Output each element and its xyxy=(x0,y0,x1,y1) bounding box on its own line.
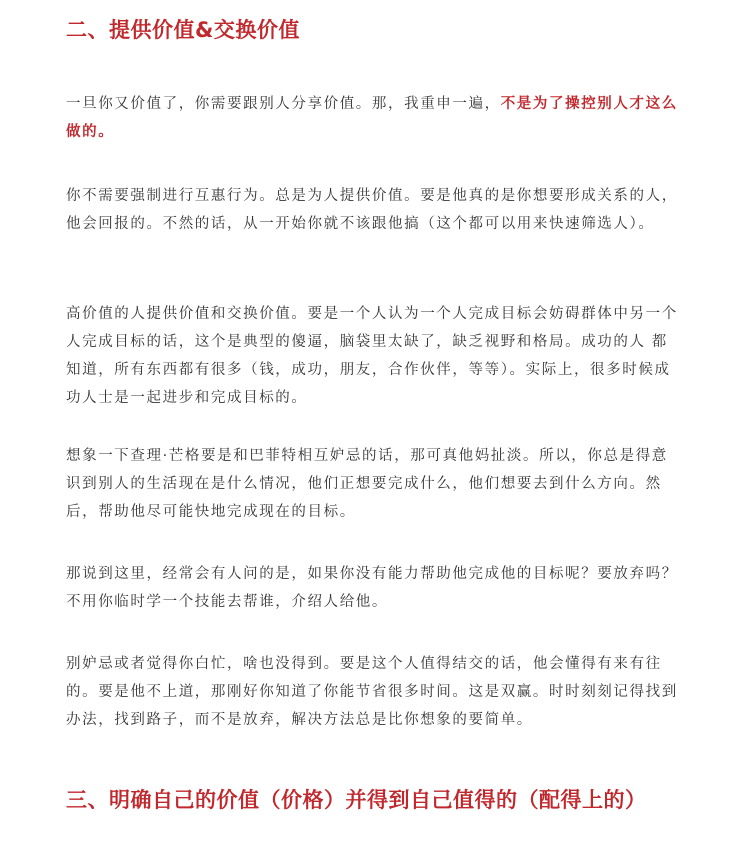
paragraph-6: 别妒忌或者觉得你白忙，啥也没得到。要是这个人值得结交的话，他会懂得有来有往的。要是他不上道，那刚好你知道了你能节省很多时间。这是双赢。时时刻刻记得找到办法，找到路子，而不是放弃，解决方法总是比你想象的要简单。 xyxy=(66,656,678,728)
paragraph-4: 想象一下查理·芒格要是和巴菲特相互妒忌的话，那可真他妈扯淡。所以，你总是得意识到别人的生活现在是什么情况，他们正想要完成什么，他们想要去到什么方向。然后，帮助他尽可能快地完成现在的目标。 xyxy=(66,448,668,520)
section-heading-2: 二、提供价值&交换价值 xyxy=(66,18,300,42)
section-heading-3: 三、明确自己的价值（价格）并得到自己值得的（配得上的） xyxy=(66,788,647,812)
paragraph-3: 高价值的人提供价值和交换价值。要是一个人认为一个人完成目标会妨碍群体中另一个人完成目标的话，这个是典型的傻逼，脑袋里太缺了，缺乏视野和格局。成功的人 都知道，所有东西都有很多（钱，成功，朋友，合作伙伴，等等）。实际上，很多时候成功人士是一起进步和完成目标的。 xyxy=(66,306,678,406)
paragraph-1-highlight: 不是为了操控别人才这么做的。 xyxy=(66,96,678,140)
paragraph-1-text: 一旦你又价值了，你需要跟别人分享价值。那，我重申一遍， xyxy=(66,96,501,112)
paragraph-5: 那说到这里，经常会有人问的是，如果你没有能力帮助他完成他的目标呢？要放弃吗？不用你临时学一个技能去帮谁，介绍人给他。 xyxy=(66,566,678,610)
paragraph-2: 你不需要强制进行互惠行为。总是为人提供价值。要是他真的是你想要形成关系的人，他会回报的。不然的话，从一开始你就不该跟他搞（这个都可以用来快速筛选人）。 xyxy=(66,188,678,232)
paragraph-1 xyxy=(66,90,678,146)
